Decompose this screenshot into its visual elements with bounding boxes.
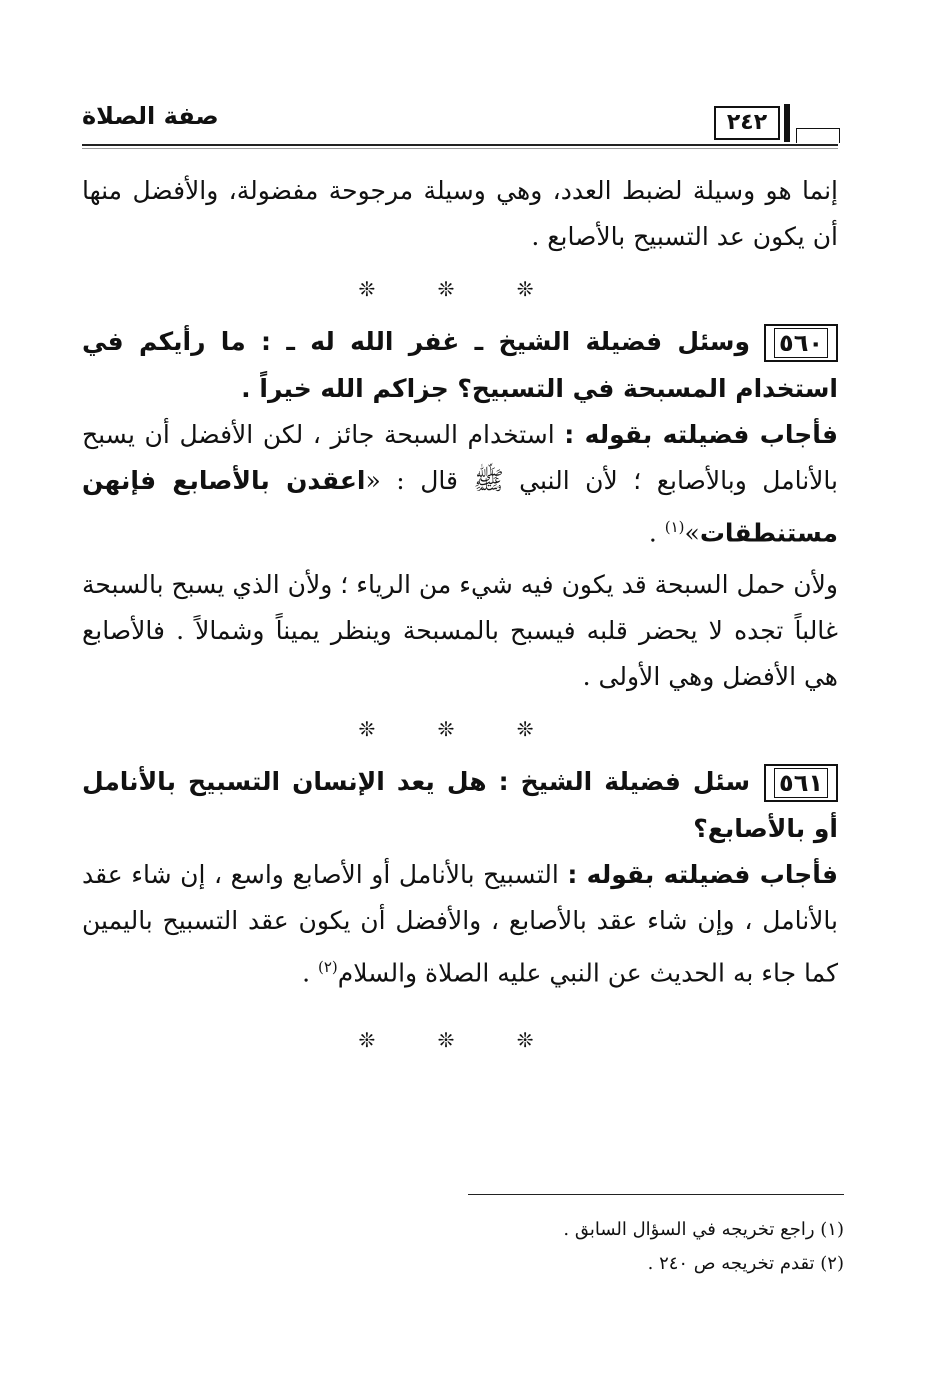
answer-lead-560: فأجاب فضيلته بقوله :: [564, 420, 839, 449]
answer-560-text: استخدام السبحة جائز ، لكن الأفضل أن يسبح بالأنامل وبالأصابع ؛ لأن النبي ﷺ قال : «: [82, 420, 838, 495]
hadith-text: اعقدن بالأصابع فإنهن مستنطقات: [82, 466, 838, 548]
header-ornament: [796, 128, 840, 143]
footnote-1: (١) راجع تخريجه في السؤال السابق .: [563, 1219, 844, 1240]
question-560: [82, 318, 838, 412]
footnotes: [82, 1194, 844, 1281]
footnote-ref-2: (٢): [317, 958, 338, 977]
answer-560: فأجاب فضيلته بقوله : استخدام السبحة جائز ، لكن الأفضل أن يسبح بالأنامل وبالأصابع ؛ لأن النبي ﷺ قال : «اعقدن بالأصابع فإنهن مستنطقات»$^{(١)}$ .: [82, 420, 839, 548]
separator: ❊ ❊ ❊: [358, 277, 562, 301]
answer-561: فأجاب فضيلته بقوله : التسبيح بالأنامل أو الأصابع واسع ، إن شاء عقد بالأنامل ، وإن شاء عقد بالأصابع ، والأفضل أن يكون عقد التسبيح باليمين كما جاء به الحديث عن النبي عليه الصلاة والسلام$^{(٢)}$ .: [82, 860, 838, 988]
answer-lead-561: فأجاب فضيلته بقوله :: [567, 860, 838, 890]
answer-560-para2: ولأن حمل السبحة قد يكون فيه شيء من الرياء ؛ ولأن الذي يسبح بالسبحة غالباً تجده لا يحضر قلبه فيسبح بالمسبحة وينظر يميناً وشمالاً . فالأصابع هي الأفضل وهي الأولى .: [82, 570, 838, 692]
question-560-text: وسئل فضيلة الشيخ ـ غفر الله له ـ : ما رأيكم في استخدام المسبحة في التسبيح؟ جزاكم الله خيراً .: [82, 327, 838, 403]
header-rule-thin: [82, 148, 838, 149]
question-561: [82, 758, 838, 852]
separator: ❊ ❊ ❊: [358, 717, 562, 742]
footnote-ref-1: (١): [664, 518, 685, 536]
header-rule: [82, 144, 838, 146]
question-561-text: سئل فضيلة الشيخ : هل يعد الإنسان التسبيح بالأنامل أو بالأصابع؟: [82, 767, 838, 844]
running-title: صفة الصلاة: [82, 102, 219, 130]
page-body: [82, 168, 838, 1069]
separator: ❊ ❊ ❊: [358, 1027, 562, 1052]
footnote-2: (٢) تقدم تخريجه ص ٢٤٠ .: [647, 1253, 844, 1274]
question-number-561: ٥٦١: [764, 764, 838, 802]
page-header: [82, 100, 838, 152]
footnote-rule: [468, 1194, 844, 1195]
question-number-560: ٥٦٠: [764, 324, 838, 362]
intro-paragraph: إنما هو وسيلة لضبط العدد، وهي وسيلة مرجوحة مفضولة، والأفضل منها أن يكون عد التسبيح بالأصابع .: [82, 176, 838, 251]
answer-561-text: التسبيح بالأنامل أو الأصابع واسع ، إن شاء عقد بالأنامل ، وإن شاء عقد بالأصابع ، والأفضل أن يكون عقد التسبيح باليمين كما جاء به الحديث عن النبي عليه الصلاة والسلام: [82, 860, 838, 988]
page-number: ٢٤٢: [714, 106, 780, 140]
